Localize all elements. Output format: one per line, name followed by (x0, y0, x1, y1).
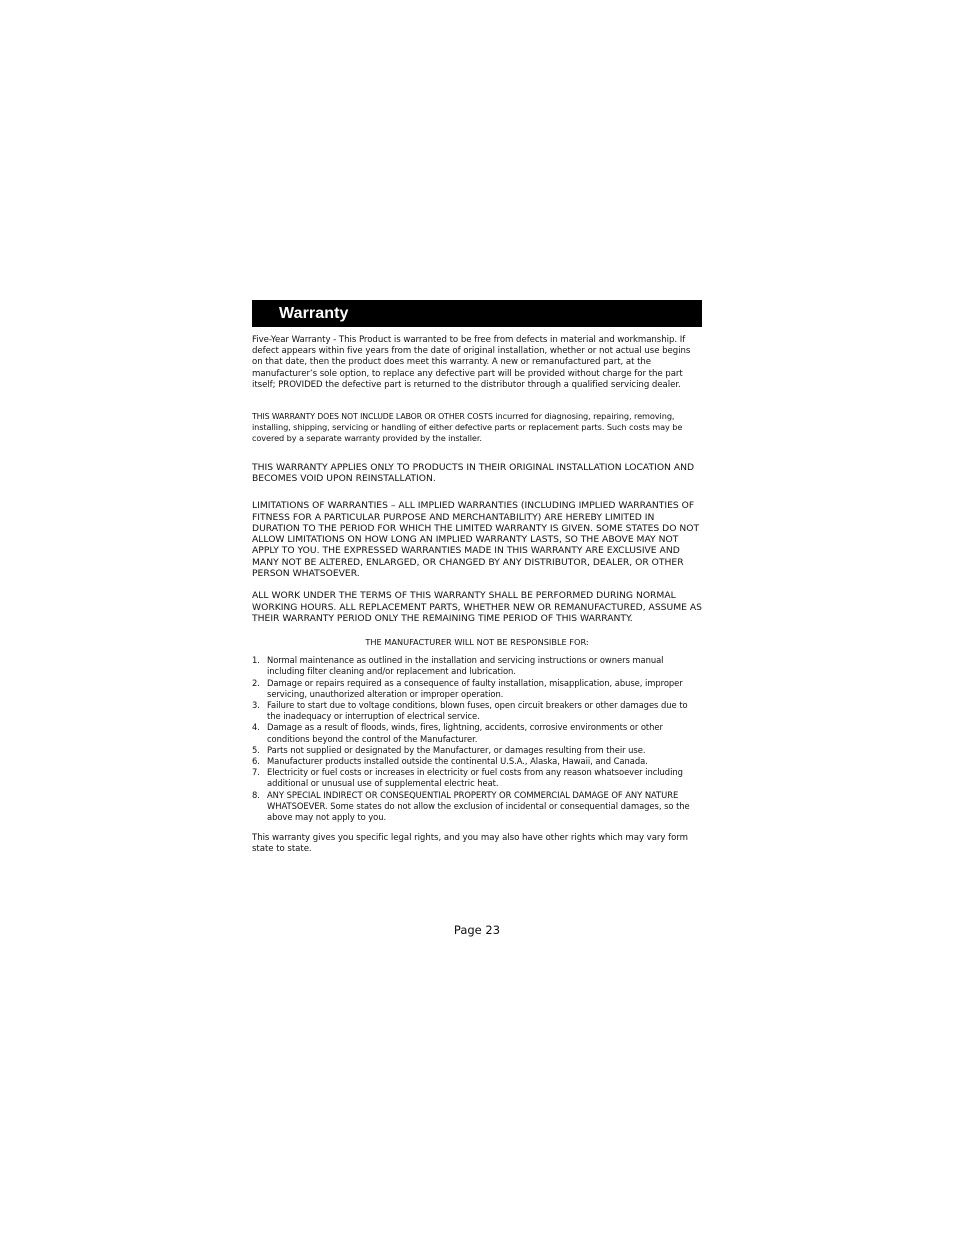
not-responsible-list (252, 655, 702, 823)
warranty-section (252, 300, 702, 856)
list-item: 5. Parts not supplied or designated by the Manufacturer, or damages resulting from their use. (252, 744, 646, 755)
not-responsible-heading: THE MANUFACTURER WILL NOT BE RESPONSIBLE FOR: (365, 637, 589, 648)
list-item: 3. Failure to start due to voltage conditions, blown fuses, open circuit breakers or other damages due to the inadequacy or interruption of electrical service. (252, 700, 688, 722)
list-item: 7. Electricity or fuel costs or increases in electricity or fuel costs from any reason whatsoever including additional or unusual use of supplemental electric heat. (252, 767, 683, 789)
list-item: 8. ANY SPECIAL INDIRECT OR CONSEQUENTIAL PROPERTY OR COMMERCIAL DAMAGE OF ANY NATURE WHATSOEVER. Some states do not allow the exclusion of incidental or consequential damages, so the above may not apply to you. (252, 789, 690, 823)
labor-costs-rest: incurred for diagnosing, repairing, removing, installing, shipping, servicing or handling of either defective parts or replacement parts. Such costs may be covered by a separate warranty provided by the installer. (252, 411, 683, 444)
original-location-paragraph: THIS WARRANTY APPLIES ONLY TO PRODUCTS IN THEIR ORIGINAL INSTALLATION LOCATION AND BECOMES VOID UPON REINSTALLATION. (252, 461, 695, 484)
page-title: Warranty (279, 304, 349, 322)
work-hours-paragraph: ALL WORK UNDER THE TERMS OF THIS WARRANTY SHALL BE PERFORMED DURING NORMAL WORKING HOURS. ALL REPLACEMENT PARTS, WHETHER NEW OR REMANUFACTURED, ASSUME AS THEIR WARRANTY PERIOD ONLY THE REMAINING TIME PERIOD OF THIS WARRANTY. (252, 590, 702, 624)
limitations-paragraph: LIMITATIONS OF WARRANTIES – ALL IMPLIED WARRANTIES (INCLUDING IMPLIED WARRANTIES OF FITNESS FOR A PARTICULAR PURPOSE AND MERCHANTABILITY) ARE HEREBY LIMITED IN DURATION TO THE PERIOD FOR WHICH THE LIMITED WARRANTY IS GIVEN. SOME STATES DO NOT ALLOW LIMITATIONS ON HOW LONG AN IMPLIED WARRANTY LASTS, SO THE ABOVE MAY NOT APPLY TO YOU. THE EXPRESSED WARRANTIES MADE IN THIS WARRANTY ARE EXCLUSIVE AND MANY NOT BE ALTERED, ENLARGED, OR CHANGED BY ANY DISTRIBUTOR, DEALER, OR OTHER PERSON WHATSOEVER. (252, 500, 700, 579)
legal-rights-paragraph: This warranty gives you specific legal rights, and you may also have other rights which may vary form state to state. (252, 833, 688, 855)
list-item: 6. Manufacturer products installed outside the continental U.S.A., Alaska, Hawaii, and Canada. (252, 756, 648, 767)
labor-costs-caps: THIS WARRANTY DOES NOT INCLUDE LABOR OR OTHER COSTS (252, 412, 493, 422)
page-number: Page 23 (453, 923, 501, 937)
list-item: 2. Damage or repairs required as a consequence of faulty installation, misapplication, abuse, improper servicing, unauthorized alteration or improper operation. (252, 677, 683, 699)
section-title-bar (252, 300, 702, 327)
labor-costs-paragraph (252, 411, 702, 445)
list-item: 4. Damage as a result of floods, winds, fires, lightning, accidents, corrosive environments or other conditions beyond the control of the Manufacturer. (252, 722, 663, 744)
list-item: 1. Normal maintenance as outlined in the installation and servicing instructions or owners manual including filter cleaning and/or replacement and lubrication. (252, 655, 664, 677)
five-year-warranty-paragraph: Five-Year Warranty - This Product is warranted to be free from defects in material and workmanship. If defect appears within five years from the date of original installation, whether or not actual use begins on that date, then the product does meet this warranty. A new or remanufactured part, at the manufacturer’s sole option, to replace any defective part will be provided without charge for the part itself; PROVIDED the defective part is returned to the distributor through a qualified servicing dealer. (252, 335, 691, 390)
